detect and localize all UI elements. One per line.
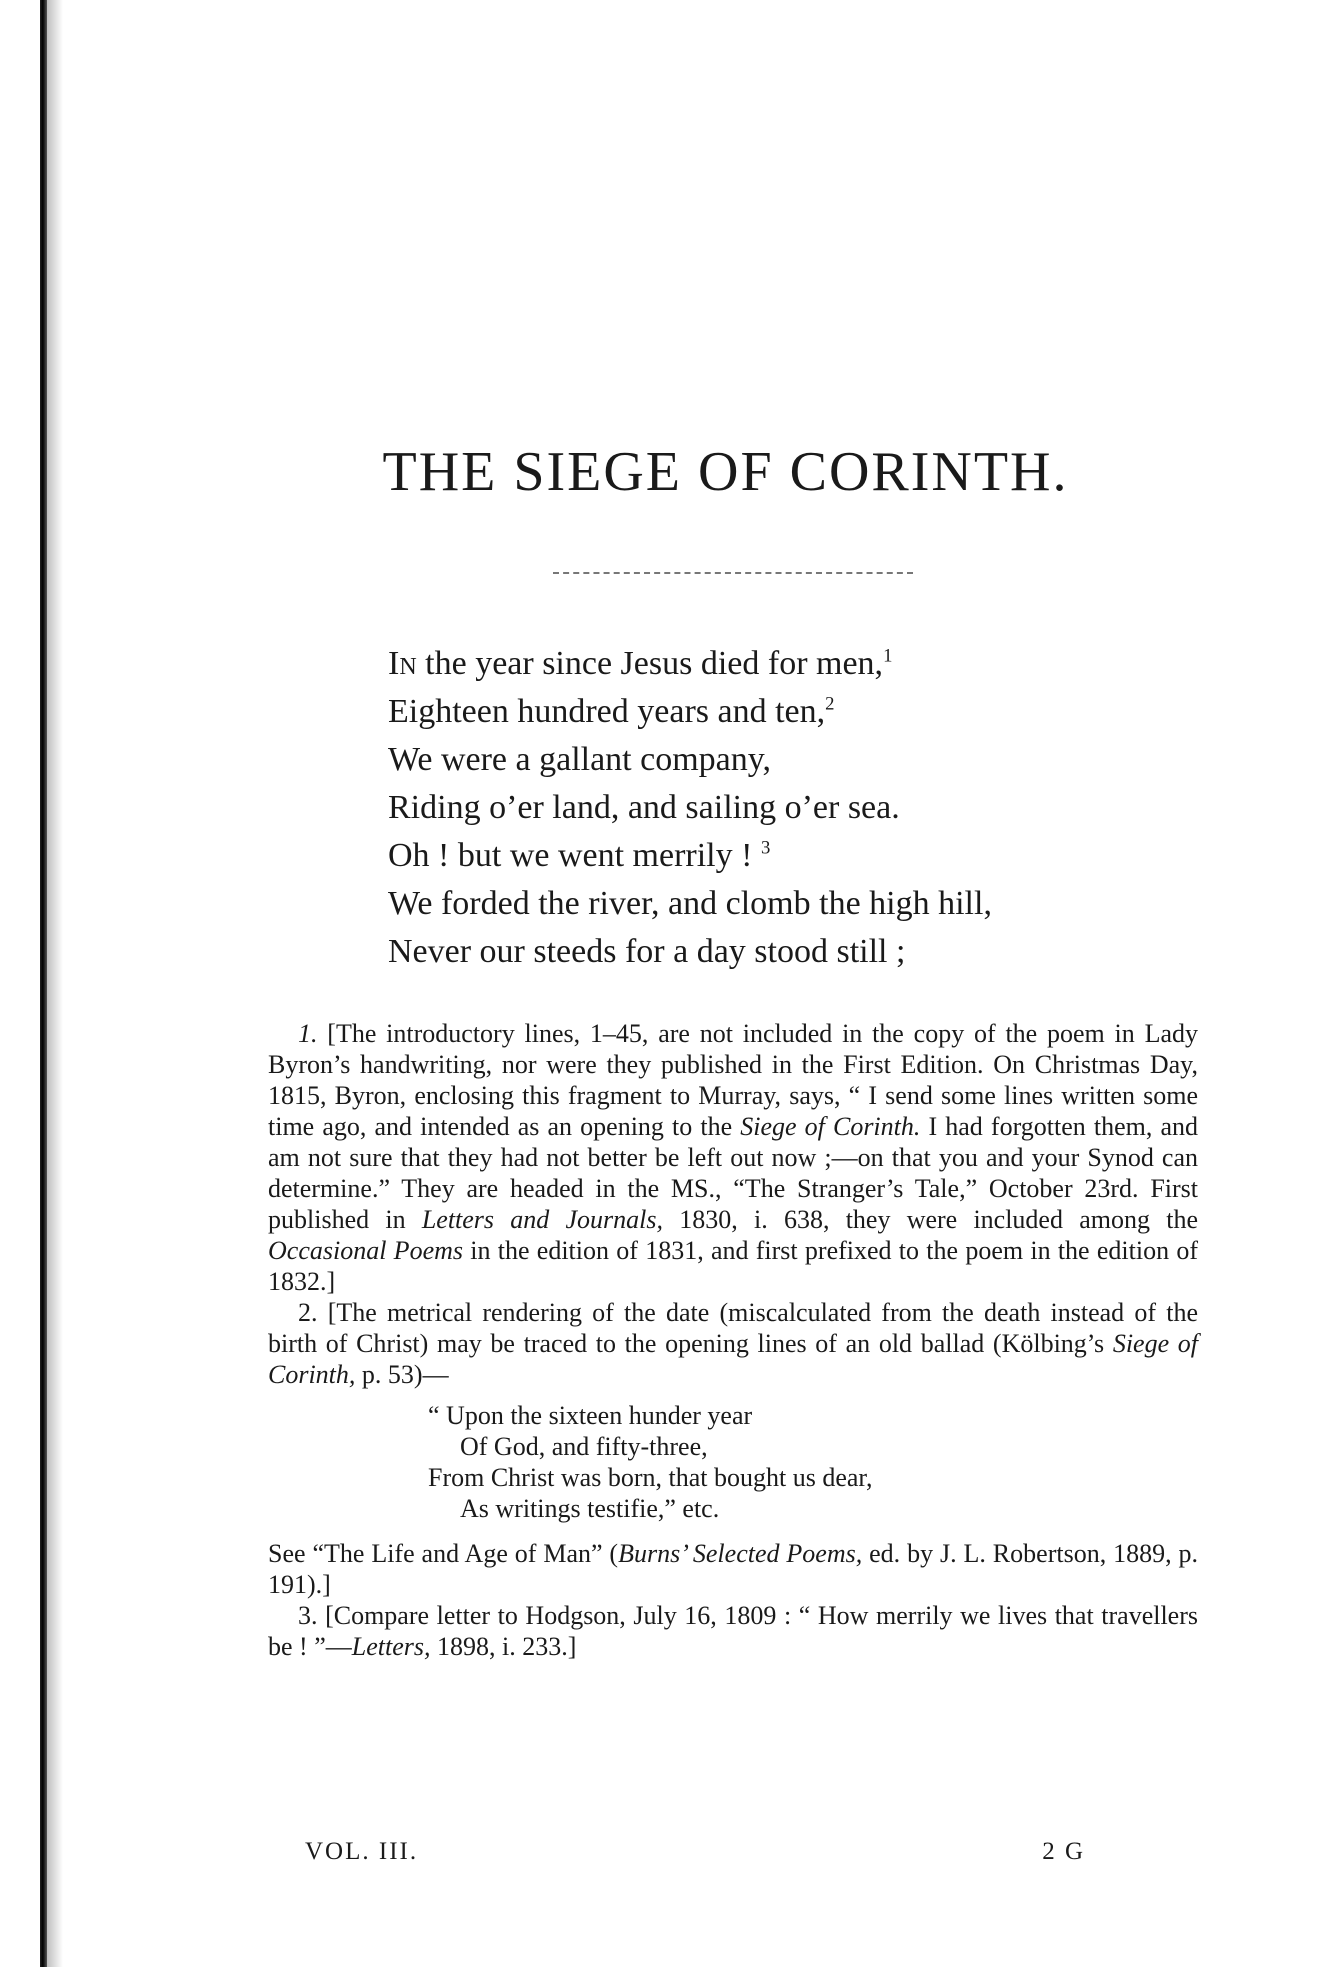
poem-line: In the year since Jesus died for men,$^1$ [388,645,893,682]
footnote-2: 2. [The metrical rendering of the date (miscalculated from the death instead of the birth of Christ) may be traced to the opening lines of an old ballad (Kölbing’s Siege of Corinth, p. 53)— [268,1298,1199,1389]
title-rule [553,572,913,574]
footnote-2-continued: See “The Life and Age of Man” (Burns’ Selected Poems, ed. by J. L. Robertson, 1889, p. 191).] [268,1539,1198,1599]
poem-stanza [388,640,1208,976]
footnote-1: 1. [The introductory lines, 1–45, are not included in the copy of the poem in Lady Byron’s handwriting, nor were they published in the First Edition. On Christmas Day, 1815, Byron, enclosing this fragment to Murray, says, “ I send some lines written some time ago, and intended as an opening to the Siege of Corinth. I had forgotten them, and am not sure that they had not better be left out now ;—on that you and your Synod can determine.” They are headed in the MS., “The Stranger’s Tale,” October 23rd. First published in Letters and Journals, 1830, i. 638, they were included among the Occasional Poems in the edition of 1831, and first prefixed to the poem in the edition of 1832.] [268,1019,1198,1296]
ballad-line: Of God, and fifty-three, [460,1432,708,1461]
ballad-line: From Christ was born, that bought us dear, [428,1463,873,1492]
poem-line: We were a gallant company, [388,741,772,778]
ballad-quote [428,1400,1198,1524]
ballad-line: As writings testifie,” etc. [460,1494,720,1523]
footnote-ref: 3 [760,837,771,859]
footnote-3: 3. [Compare letter to Hodgson, July 16, 1809 : “ How merrily we lives that travellers be ! ”—Letters, 1898, i. 233.] [268,1601,1198,1661]
binding-shadow [47,0,63,1967]
signature-mark: 2 G [1042,1838,1085,1865]
poem-line: Riding o’er land, and sailing o’er sea. [388,789,900,826]
drop-lead: In [388,645,417,682]
footnote-ref: 1 [883,645,893,667]
ballad-line: “ Upon the sixteen hunder year [428,1401,753,1430]
footnote-ref: 2 [825,693,835,715]
page-title: THE SIEGE OF CORINTH. [382,441,1069,503]
poem-line: We forded the river, and clomb the high hill, [388,885,992,922]
poem-line: Eighteen hundred years and ten,$^2$ [388,693,835,730]
poem-line: Oh ! but we went merrily ! $^3$ [388,837,771,874]
volume-label: VOL. III. [305,1838,419,1865]
poem-line: Never our steeds for a day stood still ; [388,933,906,970]
binding-gutter [40,0,47,1967]
footnotes [268,1018,1198,1662]
